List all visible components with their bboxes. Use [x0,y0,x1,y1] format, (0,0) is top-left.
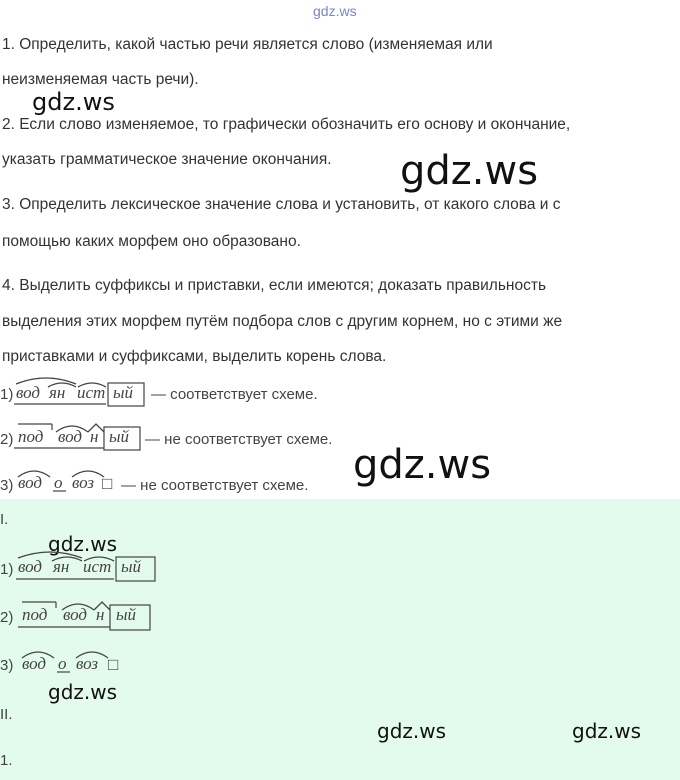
step-2-line-1: 2. Если слово изменяемое, то графически обозначить его основу и окончание, [2,116,571,133]
morpheme-root: вод [22,654,47,673]
morpheme-suffix: ист [83,557,112,576]
empty-ending-box: □ [108,655,119,674]
watermark: gdz.ws [48,680,118,704]
step-3-line-2: помощью каких морфем оно образовано. [2,233,301,250]
example-1-number: 1) [0,386,14,403]
morpheme-ending: ый [109,427,130,446]
morpheme-root: вод [18,557,43,576]
answer-2-number: 2) [0,609,14,626]
morpheme-scheme-2 [14,420,154,454]
answer-1-number: 1) [0,561,14,578]
watermark: gdz.ws [48,532,118,556]
morpheme-root: вод [16,383,41,402]
morpheme-suffix: ян [49,383,66,402]
morpheme-suffix: н [96,605,105,624]
section-label-II: II. [0,706,13,723]
morpheme-root: вод [63,605,88,624]
example-2-number: 2) [0,431,14,448]
step-4-line-1: 4. Выделить суффиксы и приставки, если имеются; доказать правильность [2,277,547,294]
morpheme-scheme-1 [14,376,154,410]
step-4-line-3: приставками и суффиксами, выделить корень слова. [2,348,387,365]
watermark: gdz.ws [377,719,447,743]
step-4-line-2: выделения этих морфем путём подбора слов с другим корнем, но с этими же [2,313,563,330]
morpheme-root: воз [76,654,99,673]
morpheme-connector: о [58,654,67,673]
morpheme-suffix: ист [77,383,106,402]
example-1-text: — соответствует схеме. [151,386,318,403]
step-1-line-1: 1. Определить, какой частью речи является слово (изменяемая или [2,36,493,53]
watermark: gdz.ws [32,88,115,116]
morpheme-scheme-1 [16,550,166,584]
morpheme-connector: о [54,473,63,492]
morpheme-scheme-3 [20,646,140,680]
example-2-text: — не соответствует схеме. [145,431,333,448]
step-3-line-1: 3. Определить лексическое значение слова и установить, от какого слова и с [2,196,561,213]
morpheme-ending: ый [113,383,134,402]
answer-3-number: 3) [0,657,14,674]
morpheme-ending: ый [121,557,142,576]
section-label-I: I. [0,511,9,528]
morpheme-suffix: ян [53,557,70,576]
morpheme-root: вод [58,427,83,446]
morpheme-root: воз [72,473,95,492]
watermark: gdz.ws [400,148,539,194]
empty-ending-box: □ [102,474,113,493]
morpheme-suffix: н [90,427,99,446]
morpheme-prefix: под [22,605,48,624]
morpheme-ending: ый [116,605,137,624]
step-2-line-2: указать грамматическое значение окончания. [2,151,332,168]
morpheme-root: вод [18,473,43,492]
example-3-text: — не соответствует схеме. [121,477,309,494]
watermark: gdz.ws [572,719,642,743]
step-1-line-2: неизменяемая часть речи). [2,71,199,88]
example-3-number: 3) [0,477,14,494]
morpheme-scheme-2 [18,598,168,632]
watermark: gdz.ws [353,442,492,488]
section-label-1: 1. [0,752,13,769]
morpheme-scheme-3 [16,465,126,499]
watermark-top: gdz.ws [313,3,357,19]
morpheme-prefix: под [18,427,44,446]
